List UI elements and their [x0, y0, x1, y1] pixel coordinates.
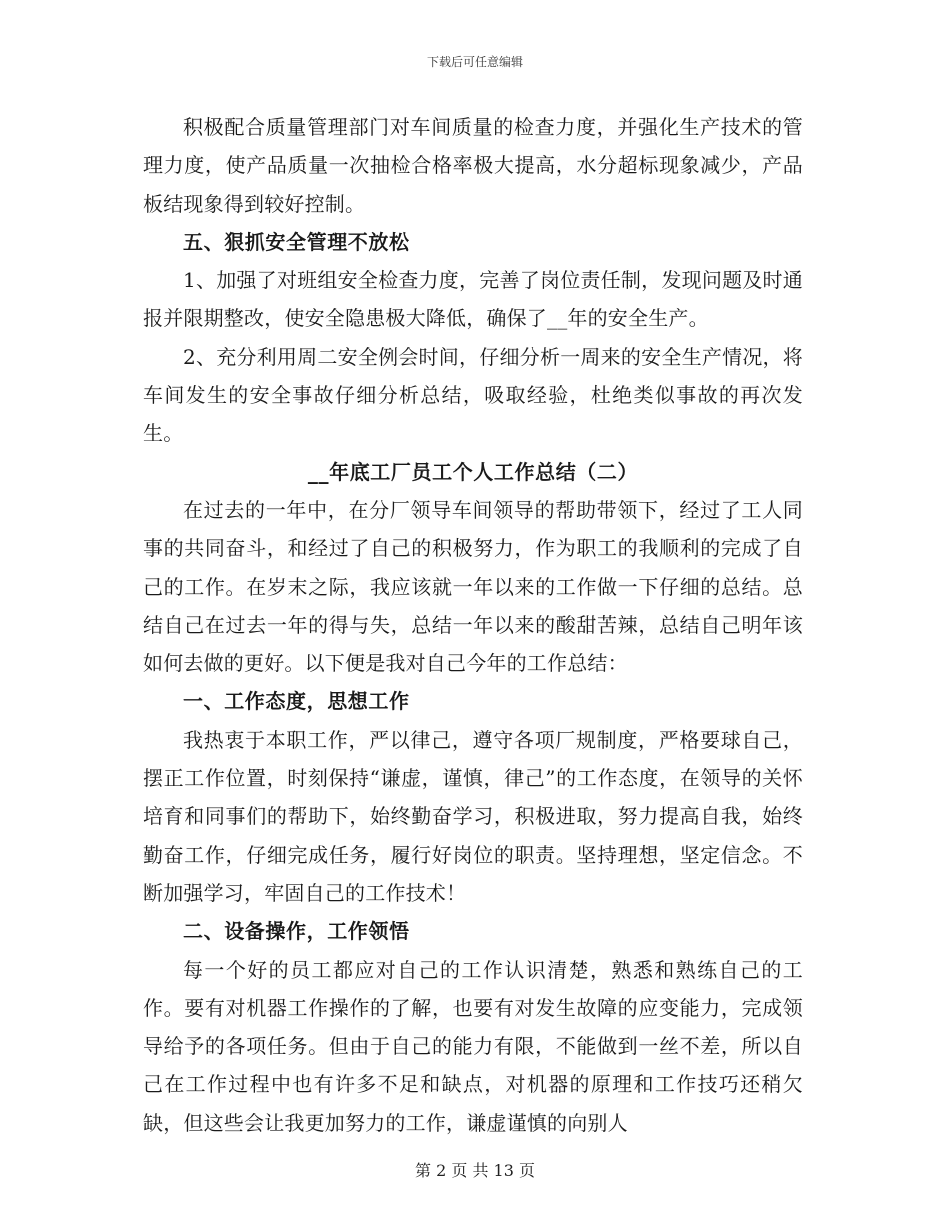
page-number: 第 2 页 共 13 页 — [415, 1161, 535, 1180]
document-title: __年底工厂员工个人工作总结（二） — [307, 459, 639, 484]
document-body — [143, 108, 803, 1142]
section-heading-attitude: 一、工作态度，思想工作 — [183, 689, 410, 714]
section-heading-safety: 五、狠抓安全管理不放松 — [183, 229, 410, 254]
paragraph-introduction: 在过去的一年中，在分厂领导车间领导的帮助带领下，经过了工人同事的共同奋斗，和经过了自己的积极努力，作为职工的我顺利的完成了自己的工作。在岁末之际，我应该就一年以来的工作做一下仔细的总结。总结自己在过去一年的得与失，总结一年以来的酸甜苦辣，总结自己明年该如何去做的更好。以下便是我对自己今年的工作总结： — [143, 497, 803, 676]
page-header: 下载后可任意编辑 — [426, 55, 523, 69]
section-heading-equipment: 二、设备操作，工作领悟 — [183, 919, 410, 944]
paragraph-quality-control: 积极配合质量管理部门对车间质量的检查力度，并强化生产技术的管理力度，使产品质量一次抽检合格率极大提高，水分超标现象减少，产品板结现象得到较好控制。 — [143, 115, 803, 216]
paragraph-safety-inspection: 1、加强了对班组安全检查力度，完善了岗位责任制，发现问题及时通报并限期整改，使安全隐患极大降低，确保了__年的安全生产。 — [143, 268, 803, 331]
paragraph-safety-meeting: 2、充分利用周二安全例会时间，仔细分析一周来的安全生产情况，将车间发生的安全事故仔细分析总结，吸取经验，杜绝类似事故的再次发生。 — [143, 344, 803, 446]
paragraph-equipment: 每一个好的员工都应对自己的工作认识清楚，熟悉和熟练自己的工作。要有对机器工作操作的了解，也要有对发生故障的应变能力，完成领导给予的各项任务。但由于自己的能力有限，不能做到一丝不差，所以自己在工作过程中也有许多不足和缺点，对机器的原理和工作技巧还稍欠缺，但这些会让我更加努力的工作，谦虚谨慎的向别人 — [143, 957, 803, 1135]
paragraph-attitude: 我热衷于本职工作，严以律己，遵守各项厂规制度，严格要球自己，摆正工作位置，时刻保持“谦虚，谨慎，律己”的工作态度，在领导的关怀培育和同事们的帮助下，始终勤奋学习，积极进取，努力提高自我，始终勤奋工作，仔细完成任务，履行好岗位的职责。坚持理想，坚定信念。不断加强学习，牢固自己的工作技术！ — [143, 727, 803, 905]
